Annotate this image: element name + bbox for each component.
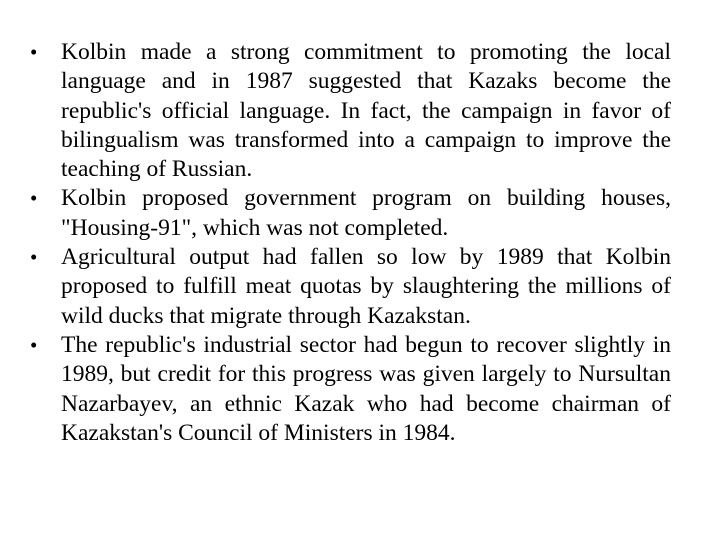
bullet-icon: •	[30, 40, 38, 64]
bullet-icon: •	[30, 245, 38, 270]
bullet-item-housing-program	[30, 184, 671, 243]
bullet-item-industrial-sector	[30, 331, 671, 448]
bullet-icon: •	[30, 186, 38, 211]
bullet-text: The republic's industrial sector had begun to recover slightly in 1989, but credit for this progress was given largely to Nursultan Nazarbayev, an ethnic Kazak who had become chairman of Kazakstan's Council of Ministers in 1984.	[61, 331, 671, 446]
bullet-icon: •	[30, 332, 38, 357]
bullet-text: Agricultural output had fallen so low by 1989 that Kolbin proposed to fulfill meat quotas by slaughtering the millions of wild ducks that migrate through Kazakstan.	[61, 244, 671, 329]
bullet-text: Kolbin proposed government program on building houses, "Housing-91", which was not completed.	[61, 185, 671, 241]
bullet-text: Kolbin made a strong commitment to promoting the local language and in 1987 suggested that Kazaks become the republic's official language. In fact, the campaign in favor of bilingualism was transformed into a campaign to improve the teaching of Russian.	[61, 39, 671, 183]
bullet-item-agricultural-output	[30, 243, 671, 331]
bullet-list	[30, 38, 671, 448]
bullet-item-kolbin-language	[30, 38, 671, 184]
